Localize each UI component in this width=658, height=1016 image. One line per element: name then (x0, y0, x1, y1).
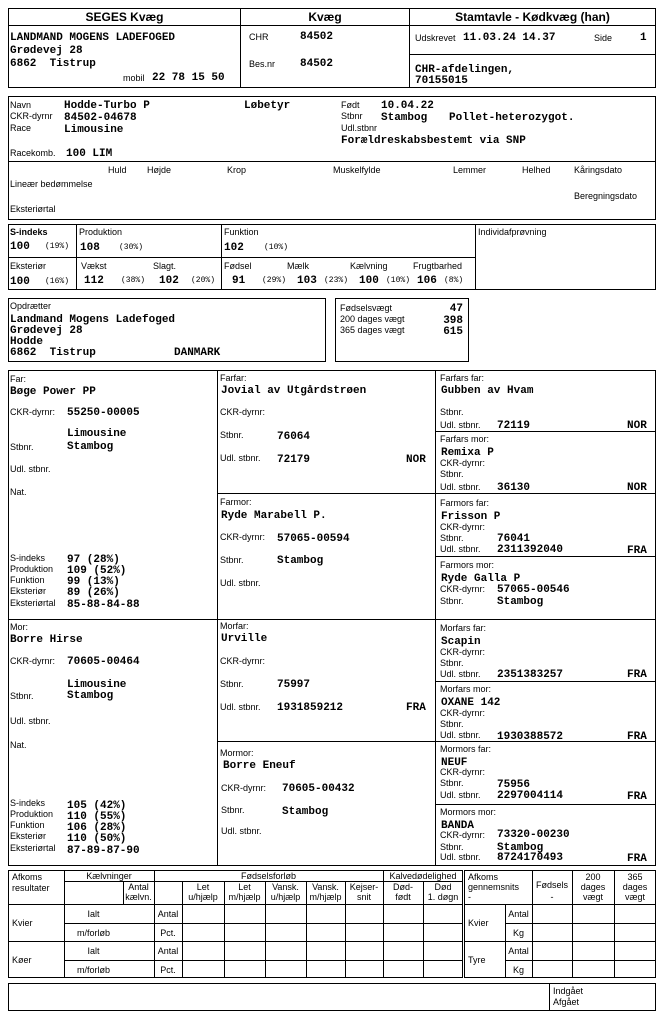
maelk-label: Mælk (287, 261, 309, 271)
dam-udl-label: Udl. stbnr. (10, 716, 51, 726)
morfars-mor-title: Morfars mor: (440, 684, 492, 694)
farmors-mor-name: Ryde Galla P (441, 573, 521, 585)
antal-kaelvn-l1: Antal (128, 882, 149, 892)
col-dod-1dogn-l2: 1. døgn (427, 892, 459, 902)
sire-produktion-label: Produktion (10, 564, 54, 574)
indgaet-label: Indgået (553, 986, 584, 996)
udl-label: Udl.stbnr (341, 123, 378, 133)
sire-eksterior: 89 (26%) (67, 587, 120, 599)
sire-udl-label: Udl. stbnr. (10, 464, 51, 474)
beregningsdato-label: Beregningsdato (574, 191, 638, 201)
morfar-udl-label: Udl. stbnr. (220, 702, 261, 712)
kaelvning-label: Kælvning (350, 261, 388, 271)
morfars-mor-nat: FRA (627, 731, 647, 743)
farfar-ckr-label: CKR-dyrnr: (220, 407, 266, 417)
morfars-far-udl: 2351383257 (497, 669, 564, 681)
morfars-mor-name: OXANE 142 (441, 697, 501, 709)
avg-365-l3: vægt (624, 892, 645, 902)
kaelvning-pct: (10%) (386, 276, 411, 285)
mormors-mor-stbnr-label: Stbnr. (440, 842, 464, 852)
header-title-cell (410, 8, 656, 25)
farmors-far-udl: 2311392040 (497, 544, 564, 556)
sindeks-label: S-indeks (10, 227, 48, 237)
farfars-mor-stbnr-label: Stbnr. (440, 469, 464, 479)
maelk-value: 103 (297, 275, 317, 287)
ckr-label: CKR-dyrnr (10, 111, 53, 121)
col-dodfodt-l2: født (395, 892, 411, 902)
vaekst-pct: (38%) (121, 276, 146, 285)
footer-box (8, 983, 656, 1011)
animal-polled: Pollet-heterozygot. (449, 112, 575, 124)
dam-ckr: 70605-00464 (67, 656, 140, 668)
dam-produktion: 110 (55%) (67, 811, 127, 823)
besnr-label: Bes.nr (249, 59, 276, 69)
mormors-far-udl: 2297004114 (497, 790, 564, 802)
dam-eksterior-label: Eksteriør (10, 831, 46, 841)
koer-ialt-label: Ialt (87, 946, 100, 956)
header-kvaeg-cell (241, 8, 410, 25)
funktion-label: Funktion (224, 227, 259, 237)
sire-race: Limousine (67, 428, 127, 440)
breeder-label: Opdrætter (10, 301, 52, 311)
morfars-far-nat: FRA (627, 669, 647, 681)
vaekst-label: Vækst (81, 261, 107, 271)
kalvedodelighed-header: Kalvedødelighed (389, 871, 457, 881)
breeder-street: Grødevej 28 (10, 325, 83, 337)
farmors-far-nat: FRA (627, 545, 647, 557)
dam-race: Limousine (67, 679, 127, 691)
mobile-label: mobil (123, 73, 145, 83)
farmors-mor-ckr-label: CKR-dyrnr: (440, 584, 486, 594)
produktion-pct: (30%) (119, 243, 144, 252)
pedigree-box (8, 370, 656, 866)
breeder-city: 6862 Tistrup (10, 347, 96, 359)
slagt-value: 102 (159, 275, 179, 287)
printout-box (410, 25, 656, 88)
linear-row-label: Lineær bedømmelse (10, 179, 93, 189)
farfar-nat: NOR (406, 454, 426, 466)
morfar-name: Urville (221, 633, 268, 645)
dept-line-1: CHR-afdelingen, (415, 64, 515, 76)
funktion-value: 102 (224, 242, 244, 254)
breeder-name: Landmand Mogens Ladefoged (10, 314, 176, 326)
morfar-udl: 1931859212 (277, 702, 344, 714)
koer-antal-label: Antal (157, 946, 179, 956)
farfar-udl: 72179 (277, 454, 311, 466)
produktion-label: Produktion (79, 227, 123, 237)
mormors-mor-udl: 8724170493 (497, 852, 564, 864)
morfars-far-ckr-label: CKR-dyrnr: (440, 647, 486, 657)
avg-kvier-antal: Antal (508, 909, 529, 919)
avg-tyre-label: Tyre (468, 955, 486, 965)
sire-name: Bøge Power PP (10, 386, 96, 398)
animal-race: Limousine (64, 124, 124, 136)
chr-value: 84502 (300, 31, 334, 43)
chr-label: CHR (249, 32, 269, 42)
farfars-mor-udl-label: Udl. stbnr. (440, 482, 481, 492)
farfars-far-udl: 72119 (497, 420, 531, 432)
breeder-box (8, 298, 326, 362)
avg-label-l1: Afkoms (468, 872, 499, 882)
mormor-ckr-label: CKR-dyrnr: (221, 783, 267, 793)
animal-box (8, 96, 656, 162)
sire-sindeks: 97 (28%) (67, 554, 120, 566)
col-let-m-l1: Let (238, 882, 251, 892)
farmor-stb: Stambog (277, 555, 324, 567)
mormor-stbnr-label: Stbnr. (221, 805, 245, 815)
breeder-country: DANMARK (174, 347, 221, 359)
avg-label-l2: gennemsnits (468, 882, 520, 892)
col-let-m-l2: m/hjælp (228, 892, 261, 902)
document-title: Stamtavle - Kødkvæg (han) (455, 10, 610, 24)
individafprovning-label: Individafprøvning (478, 227, 547, 237)
mormors-mor-name: BANDA (441, 820, 475, 832)
page-number: 1 (640, 32, 647, 44)
koer-mforlob-label: m/forløb (76, 965, 110, 975)
dam-title: Mor: (10, 622, 28, 632)
birth-weight-value: 47 (449, 303, 463, 315)
morfars-mor-ckr-label: CKR-dyrnr: (440, 708, 486, 718)
animal-born: 10.04.22 (381, 100, 434, 112)
mormors-far-stbnr: 75956 (497, 779, 531, 791)
frugtbarhed-label: Frugtbarhed (413, 261, 463, 271)
mormors-mor-title: Mormors mor: (440, 807, 496, 817)
farmor-ckr-label: CKR-dyrnr: (220, 532, 266, 542)
dam-eksteriortal-label: Eksteriørtal (10, 843, 56, 853)
w200-label: 200 dages vægt (340, 314, 405, 324)
animal-name: Hodde-Turbo P (64, 100, 150, 112)
kvier-mforlob-label: m/forløb (76, 928, 110, 938)
animal-ckr: 84502-04678 (64, 112, 137, 124)
col-kejsersnit-l2: snit (356, 892, 371, 902)
breeder-town: Hodde (10, 336, 44, 348)
linear-col-huld: Huld (108, 165, 127, 175)
sindeks-pct: (19%) (45, 242, 70, 251)
mormors-mor-stb: Stambog (497, 842, 544, 854)
col-vansk-u-l1: Vansk. (272, 882, 299, 892)
w365-value: 615 (443, 326, 463, 338)
fodselsforlob-header: Fødselsforløb (240, 871, 296, 881)
farmor-ckr: 57065-00594 (277, 533, 350, 545)
mormors-far-nat: FRA (627, 791, 647, 803)
sire-eksteriortal-label: Eksteriørtal (10, 598, 56, 608)
morfars-far-title: Morfars far: (440, 623, 487, 633)
morfars-mor-stbnr-label: Stbnr. (440, 719, 464, 729)
linear-col-krop: Krop (227, 165, 247, 175)
morfars-far-udl-label: Udl. stbnr. (440, 669, 481, 679)
racekomb-label: Racekomb. (10, 148, 56, 158)
morfar-stbnr: 75997 (277, 679, 311, 691)
dam-sindeks-label: S-indeks (10, 798, 46, 808)
sire-funktion: 99 (13%) (67, 576, 120, 588)
owner-box (8, 25, 241, 88)
dam-sindeks: 105 (42%) (67, 800, 127, 812)
morfar-stbnr-label: Stbnr. (220, 679, 244, 689)
linear-col-muskelfylde: Muskelfylde (333, 165, 381, 175)
farfar-stbnr-label: Stbnr. (220, 430, 244, 440)
mormors-far-stbnr-label: Stbnr. (440, 778, 464, 788)
sire-ckr: 55250-00005 (67, 407, 140, 419)
produktion-value: 108 (80, 242, 100, 254)
dept-line-2: 70155015 (415, 75, 468, 87)
farmors-far-stbnr: 76041 (497, 533, 531, 545)
sire-funktion-label: Funktion (10, 575, 45, 585)
sire-ckr-label: CKR-dyrnr: (10, 407, 56, 417)
dam-stbnr-label: Stbnr. (10, 691, 34, 701)
animal-status: Løbetyr (244, 100, 291, 112)
farfar-name: Jovial av Utgårdstrøen (221, 385, 367, 397)
kvier-ialt-label: Ialt (87, 909, 100, 919)
morfars-far-stbnr-label: Stbnr. (440, 658, 464, 668)
indices-box (8, 224, 656, 290)
dam-produktion-label: Produktion (10, 809, 54, 819)
farfars-far-nat: NOR (627, 420, 647, 432)
sire-eksterior-label: Eksteriør (10, 586, 46, 596)
col-vansk-u-l2: u/hjælp (270, 892, 301, 902)
mobile-number: 22 78 15 50 (152, 72, 225, 84)
farfars-mor-udl: 36130 (497, 482, 531, 494)
eksteriortal-label: Eksteriørtal (10, 204, 56, 214)
linear-col-kaaringsdato: Kåringsdato (574, 165, 623, 175)
sire-title: Far: (10, 374, 27, 384)
farfars-far-stbnr-label: Stbnr. (440, 407, 464, 417)
farfar-title: Farfar: (220, 373, 247, 383)
mormors-mor-ckr: 73320-00230 (497, 829, 570, 841)
sindeks-value: 100 (10, 241, 30, 253)
antal-kaelvn-l2: kælvn. (125, 892, 152, 902)
frugtbarhed-value: 106 (417, 275, 437, 287)
kaelvning-value: 100 (359, 275, 379, 287)
mormors-far-title: Mormors far: (440, 744, 492, 754)
mormor-udl-label: Udl. stbnr. (221, 826, 262, 836)
mormor-title: Mormor: (220, 748, 254, 758)
mormors-far-name: NEUF (441, 757, 468, 769)
farfars-mor-ckr-label: CKR-dyrnr: (440, 458, 486, 468)
slagt-pct: (20%) (191, 276, 216, 285)
koer-pct-label: Pct. (160, 965, 176, 975)
farfars-far-name: Gubben av Hvam (441, 385, 534, 397)
offspring-res-l1: Afkoms (12, 872, 43, 882)
avg-kvier-kg: Kg (512, 928, 524, 938)
dam-eksteriortal: 87-89-87-90 (67, 845, 140, 857)
vaekst-value: 112 (84, 275, 104, 287)
offspring-results-table (8, 870, 463, 978)
col-dod-1dogn-l1: Død (434, 882, 452, 892)
mormors-mor-udl-label: Udl. stbnr. (440, 852, 481, 862)
name-label: Navn (10, 100, 32, 110)
linear-box (8, 162, 656, 220)
farmors-far-title: Farmors far: (440, 498, 490, 508)
col-let-u-l2: u/hjælp (188, 892, 218, 902)
animal-racekomb: 100 LIM (66, 148, 113, 160)
herd-box (241, 25, 410, 88)
weights-box (335, 298, 469, 362)
col-kejsersnit-l1: Kejser- (349, 882, 379, 892)
morfar-nat: FRA (406, 702, 426, 714)
dam-stb: Stambog (67, 690, 114, 702)
kvier-pct-label: Pct. (160, 928, 176, 938)
farfars-far-title: Farfars far: (440, 373, 485, 383)
besnr-value: 84502 (300, 58, 334, 70)
fodsel-pct: (29%) (262, 276, 287, 285)
farmors-mor-stb: Stambog (497, 596, 544, 608)
stbnr-label: Stbnr (341, 111, 363, 121)
sire-stb: Stambog (67, 441, 114, 453)
farmor-title: Farmor: (220, 497, 252, 507)
avg-fodsels-l2: - (550, 892, 554, 902)
sire-sindeks-label: S-indeks (10, 553, 46, 563)
dam-name: Borre Hirse (10, 634, 83, 646)
avg-fodsels-l1: Fødsels (535, 880, 568, 890)
farmors-far-name: Frisson P (441, 511, 501, 523)
kvier-antal-label: Antal (157, 909, 179, 919)
offspring-averages-table (464, 870, 656, 978)
sire-nat-label: Nat. (10, 487, 27, 497)
farmor-stbnr-label: Stbnr. (220, 555, 244, 565)
farmors-far-stbnr-label: Stbnr. (440, 533, 464, 543)
morfar-title: Morfar: (220, 621, 249, 631)
owner-city: 6862 Tistrup (10, 58, 96, 70)
farmors-mor-ckr: 57065-00546 (497, 584, 570, 596)
farmors-far-ckr-label: CKR-dyrnr: (440, 522, 486, 532)
funktion-pct: (10%) (264, 243, 289, 252)
col-vansk-m-l2: m/hjælp (309, 892, 342, 902)
linear-col-hojde: Højde (147, 165, 172, 175)
farfars-far-udl-label: Udl. stbnr. (440, 420, 481, 430)
mormors-far-udl-label: Udl. stbnr. (440, 790, 481, 800)
col-dodfodt-l1: Død- (393, 882, 413, 892)
page-label: Side (594, 33, 613, 43)
farfars-mor-nat: NOR (627, 482, 647, 494)
offspring-res-l2: resultater (12, 883, 50, 893)
kaelvninger-header: Kælvninger (86, 871, 132, 881)
farfar-stbnr: 76064 (277, 431, 311, 443)
printed-label: Udskrevet (415, 33, 456, 43)
farfars-mor-name: Remixa P (441, 447, 494, 459)
col-vansk-m-l1: Vansk. (312, 882, 339, 892)
farfars-mor-title: Farfars mor: (440, 434, 490, 444)
avg-200-l2: dages (580, 882, 606, 892)
printed-datetime: 11.03.24 14.37 (463, 32, 556, 44)
mormors-mor-nat: FRA (627, 853, 647, 865)
avg-tyre-kg: Kg (512, 965, 524, 975)
dam-funktion: 106 (28%) (67, 822, 127, 834)
dam-nat-label: Nat. (10, 740, 27, 750)
slagt-label: Slagt. (153, 261, 177, 271)
mormor-ckr: 70605-00432 (282, 783, 355, 795)
fodsel-value: 91 (232, 275, 246, 287)
avg-tyre-antal: Antal (508, 946, 529, 956)
dam-eksterior: 110 (50%) (67, 833, 127, 845)
afgaet-label: Afgået (553, 997, 580, 1007)
farfar-udl-label: Udl. stbnr. (220, 453, 261, 463)
dam-ckr-label: CKR-dyrnr: (10, 656, 56, 666)
morfars-far-name: Scapin (441, 636, 481, 648)
avg-365-l2: dages (622, 882, 648, 892)
linear-col-helhed: Helhed (522, 165, 551, 175)
owner-name: LANDMAND MOGENS LADEFOGED (10, 32, 176, 44)
mormors-far-ckr-label: CKR-dyrnr: (440, 767, 486, 777)
avg-365-l1: 365 (627, 872, 643, 882)
animal-parentage: Forældreskabsbestemt via SNP (341, 135, 526, 147)
linear-col-lemmer: Lemmer (453, 165, 487, 175)
farmors-mor-stbnr-label: Stbnr. (440, 596, 464, 606)
row-kvier-label: Kvier (12, 918, 33, 928)
morfar-ckr-label: CKR-dyrnr: (220, 656, 266, 666)
maelk-pct: (23%) (324, 276, 349, 285)
mormor-name: Borre Eneuf (223, 760, 296, 772)
farmors-mor-title: Farmors mor: (440, 560, 494, 570)
fodsel-label: Fødsel (224, 261, 252, 271)
avg-200-l1: 200 (585, 872, 601, 882)
dam-funktion-label: Funktion (10, 820, 45, 830)
avg-label-l3: - (468, 892, 471, 902)
frugtbarhed-pct: (8%) (444, 276, 464, 285)
owner-street: Grødevej 28 (10, 45, 83, 57)
eksterior-pct: (16%) (45, 277, 70, 286)
mormors-mor-ckr-label: CKR-dyrnr: (440, 830, 486, 840)
avg-kvier-label: Kvier (468, 918, 489, 928)
row-koer-label: Køer (12, 955, 32, 965)
avg-200-l3: vægt (582, 892, 603, 902)
born-label: Født (341, 100, 360, 110)
birth-weight-label: Fødselsvægt (340, 303, 393, 313)
w200-value: 398 (443, 315, 463, 327)
col-let-u-l1: Let (196, 882, 210, 892)
mormor-stb: Stambog (282, 806, 329, 818)
w365-label: 365 dages vægt (340, 325, 405, 335)
org-name: SEGES Kvæg (85, 10, 164, 24)
animal-stbnr: Stambog (381, 112, 428, 124)
farmor-udl-label: Udl. stbnr. (220, 578, 261, 588)
kvaeg-title: Kvæg (308, 10, 342, 24)
morfars-mor-udl-label: Udl. stbnr. (440, 730, 481, 740)
header-org-cell (8, 8, 241, 25)
sire-stbnr-label: Stbnr. (10, 442, 34, 452)
morfars-mor-udl: 1930388572 (497, 731, 564, 743)
farmors-far-udl-label: Udl. stbnr. (440, 544, 481, 554)
sire-eksteriortal: 85-88-84-88 (67, 599, 140, 611)
farmor-name: Ryde Marabell P. (221, 510, 327, 522)
eksterior-label: Eksteriør (10, 261, 46, 271)
eksterior-value: 100 (10, 276, 30, 288)
race-label: Race (10, 123, 32, 133)
sire-produktion: 109 (52%) (67, 565, 127, 577)
